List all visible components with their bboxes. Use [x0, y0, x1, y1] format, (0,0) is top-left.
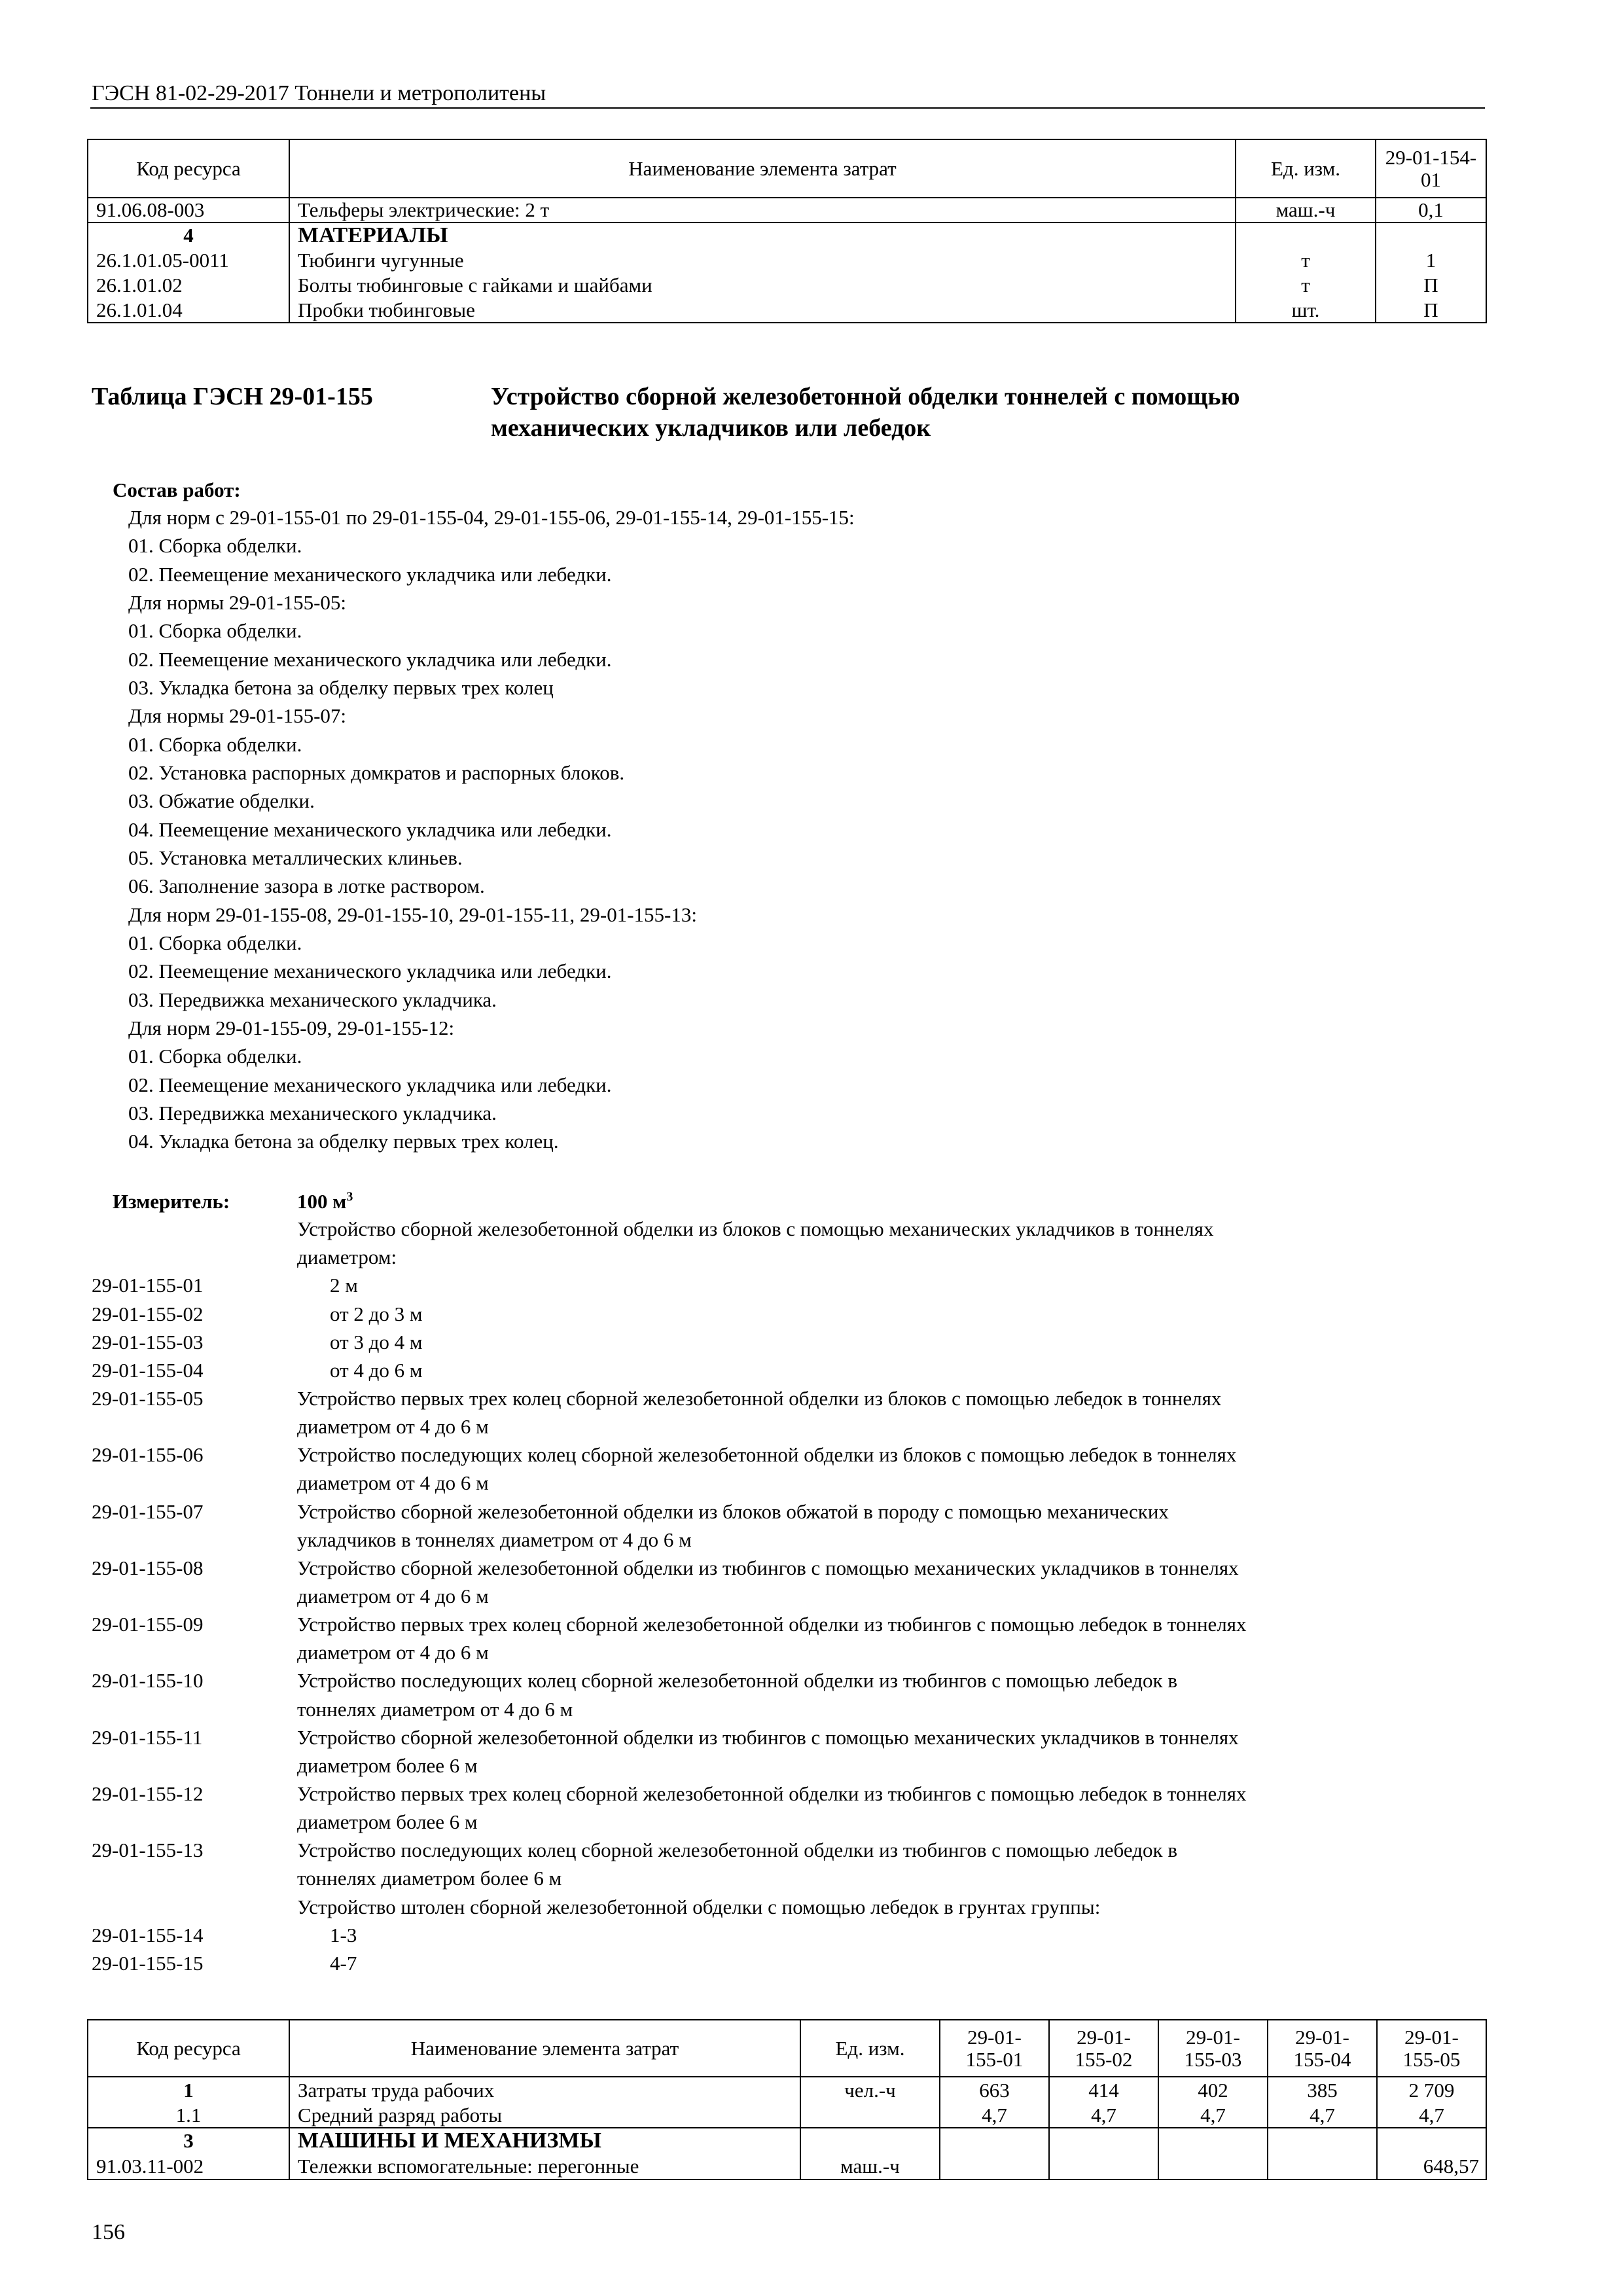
cell-name: Пробки тюбинговые [289, 298, 1236, 323]
composition-line: 03. Обжатие обделки. [128, 789, 315, 813]
norm-code: 29-01-155-07 [92, 1499, 204, 1523]
cell-value: 4,7 [1049, 2103, 1158, 2128]
header-norm-line: 29-01- [967, 2025, 1022, 2049]
meter-label: Измеритель: [113, 1190, 230, 1213]
header-norm-line: 29-01- [1295, 2025, 1349, 2049]
cell-code: 91.03.11-002 [88, 2153, 289, 2179]
header-cell-unit: Ед. изм. [800, 2020, 940, 2077]
composition-line: 03. Укладка бетона за обделку первых трех колец [128, 676, 554, 699]
norm-code: 29-01-155-11 [92, 1725, 203, 1749]
cell-value: 402 [1158, 2077, 1268, 2103]
norm-code: 29-01-155-04 [92, 1358, 204, 1382]
table-row [88, 248, 1486, 273]
composition-line: 04. Укладка бетона за обделку первых трех колец. [128, 1130, 559, 1153]
cell-value: 385 [1268, 2077, 1377, 2103]
cell-unit [800, 2128, 940, 2153]
table-header-row [88, 139, 1486, 198]
cell-value: 4,7 [1158, 2103, 1268, 2128]
composition-line: 01. Сборка обделки. [128, 931, 302, 954]
norm-description: от 2 до 3 м [330, 1302, 423, 1325]
header-cell-norm [1268, 2020, 1377, 2077]
composition-line: 03. Передвижка механического укладчика. [128, 1101, 497, 1124]
cell-unit: маш.-ч [800, 2153, 940, 2179]
cell-name: МАТЕРИАЛЫ [289, 223, 1236, 248]
composition-line: 06. Заполнение зазора в лотке раствором. [128, 874, 485, 898]
cell-code: 91.06.08-003 [88, 198, 289, 223]
header-norm-line: 155-02 [1075, 2047, 1133, 2071]
cell-unit: т [1236, 273, 1376, 298]
header-norm-line: 29-01- [1186, 2025, 1240, 2049]
table-row [88, 2077, 1486, 2103]
cell-value [1049, 2153, 1158, 2179]
norm-description: Устройство последующих колец сборной железобетонной обделки из тюбингов с помощью лебедок в [297, 1839, 1177, 1862]
cell-code: 4 [88, 223, 289, 248]
cell-value: П [1376, 298, 1486, 323]
header-cell-name: Наименование элемента затрат [289, 139, 1236, 198]
header-norm-line: 29-01- [1077, 2025, 1131, 2049]
table-row [88, 2128, 1486, 2153]
header-cell-norm [1377, 2020, 1486, 2077]
cell-unit: чел.-ч [800, 2077, 940, 2103]
cell-name: Затраты труда рабочих [289, 2077, 800, 2103]
composition-line: 02. Установка распорных домкратов и распорных блоков. [128, 761, 625, 784]
composition-line: 01. Сборка обделки. [128, 732, 302, 756]
cell-code: 1 [88, 2077, 289, 2103]
composition-line: Для нормы 29-01-155-07: [128, 704, 347, 728]
composition-line: 02. Пеемещение механического укладчика или лебедки. [128, 647, 612, 671]
norm-description: Устройство штолен сборной железобетонной обделки с помощью лебедок в грунтах группы: [297, 1895, 1101, 1918]
header-cell-code: Код ресурса [88, 2020, 289, 2077]
meter-exponent: 3 [346, 1189, 353, 1204]
cell-value [940, 2153, 1049, 2179]
cell-unit [800, 2103, 940, 2128]
composition-line: Для нормы 29-01-155-05: [128, 591, 347, 614]
table-row [88, 2153, 1486, 2179]
cell-value: 414 [1049, 2077, 1158, 2103]
cell-value: П [1376, 273, 1486, 298]
table-row [88, 198, 1486, 223]
cell-value [1377, 2128, 1486, 2153]
norm-code: 29-01-155-10 [92, 1669, 204, 1693]
meter-value-text: 100 м [297, 1190, 347, 1213]
norm-code: 29-01-155-02 [92, 1302, 204, 1325]
norm-description: Устройство последующих колец сборной железобетонной обделки из тюбингов с помощью лебедок в [297, 1669, 1177, 1693]
norm-description: от 4 до 6 м [330, 1358, 423, 1382]
cell-code: 26.1.01.05-0011 [88, 248, 289, 273]
norm-code: 29-01-155-12 [92, 1782, 204, 1805]
cell-value [1376, 223, 1486, 248]
header-norm-line: 29-01- [1404, 2025, 1459, 2049]
header-cell-norm [940, 2020, 1049, 2077]
norm-code: 29-01-155-06 [92, 1443, 204, 1467]
table-header-row [88, 2020, 1486, 2077]
cell-value [1268, 2128, 1377, 2153]
cell-name: Тельферы электрические: 2 т [289, 198, 1236, 223]
composition-line: 04. Пеемещение механического укладчика или лебедки. [128, 817, 612, 841]
cell-value [940, 2128, 1049, 2153]
cell-value: 0,1 [1376, 198, 1486, 223]
cell-value: 2 709 [1377, 2077, 1486, 2103]
cell-value: 1 [1376, 248, 1486, 273]
table-row [88, 2103, 1486, 2128]
cell-value: 663 [940, 2077, 1049, 2103]
cell-name: Средний разряд работы [289, 2103, 800, 2128]
resource-table-1 [87, 139, 1487, 323]
norm-description: диаметром от 4 до 6 м [297, 1641, 489, 1664]
cell-unit: шт. [1236, 298, 1376, 323]
norm-description: 2 м [330, 1274, 358, 1297]
composition-line: 01. Сборка обделки. [128, 534, 302, 558]
cell-value: 4,7 [1377, 2103, 1486, 2128]
norm-description: 1-3 [330, 1923, 357, 1946]
header-cell-name: Наименование элемента затрат [289, 2020, 800, 2077]
cell-value [1268, 2153, 1377, 2179]
header-rule [90, 107, 1485, 109]
composition-line: Для норм 29-01-155-08, 29-01-155-10, 29-01-155-11, 29-01-155-13: [128, 903, 697, 926]
cell-code: 26.1.01.04 [88, 298, 289, 323]
resource-table-2 [87, 2019, 1487, 2180]
cell-code: 26.1.01.02 [88, 273, 289, 298]
cell-code: 3 [88, 2128, 289, 2153]
norm-description: Устройство первых трех колец сборной железобетонной обделки из тюбингов с помощью лебедок в тоннелях [297, 1613, 1247, 1636]
header-cell-norm [1158, 2020, 1268, 2077]
header-cell-norm: 29-01-154-01 [1376, 139, 1486, 198]
header-norm-line: 155-03 [1184, 2047, 1242, 2071]
table-row [88, 223, 1486, 248]
meter-value [297, 1191, 353, 1211]
header-cell-unit: Ед. изм. [1236, 139, 1376, 198]
header-norm-line: 155-04 [1293, 2047, 1351, 2071]
norm-description: Устройство первых трех колец сборной железобетонной обделки из блоков с помощью лебедок в тоннелях [297, 1386, 1222, 1410]
norm-code: 29-01-155-13 [92, 1839, 204, 1862]
cell-unit: т [1236, 248, 1376, 273]
norm-description: диаметром более 6 м [297, 1753, 478, 1777]
cell-name: Болты тюбинговые с гайками и шайбами [289, 273, 1236, 298]
composition-line: 03. Передвижка механического укладчика. [128, 988, 497, 1011]
norm-description: диаметром более 6 м [297, 1810, 478, 1834]
norm-description: от 3 до 4 м [330, 1330, 423, 1354]
norm-description: Устройство сборной железобетонной обделки из тюбингов с помощью механических укладчиков в тоннелях [297, 1725, 1239, 1749]
composition-line: 02. Пеемещение механического укладчика или лебедки. [128, 1073, 612, 1096]
norm-description: укладчиков в тоннелях диаметром от 4 до 6 м [297, 1528, 692, 1551]
norm-description: Устройство сборной железобетонной обделки из блоков обжатой в породу с помощью механических [297, 1499, 1169, 1523]
page-number: 156 [92, 2220, 125, 2244]
header-cell-code: Код ресурса [88, 139, 289, 198]
table-row [88, 298, 1486, 323]
cell-name: Тележки вспомогательные: перегонные [289, 2153, 800, 2179]
norm-description: диаметром от 4 до 6 м [297, 1415, 489, 1439]
header-cell-norm [1049, 2020, 1158, 2077]
cell-value [1158, 2153, 1268, 2179]
cell-value [1158, 2128, 1268, 2153]
norm-description: Устройство последующих колец сборной железобетонной обделки из блоков с помощью лебедок в тоннелях [297, 1443, 1237, 1467]
norm-code: 29-01-155-05 [92, 1386, 204, 1410]
norm-code: 29-01-155-15 [92, 1951, 204, 1975]
cell-value: 4,7 [940, 2103, 1049, 2128]
table-label: Таблица ГЭСН 29-01-155 [92, 383, 373, 410]
composition-line: 02. Пеемещение механического укладчика или лебедки. [128, 562, 612, 586]
norm-description: Устройство сборной железобетонной обделки из блоков с помощью механических укладчиков в тоннелях [297, 1217, 1214, 1240]
norm-description: диаметром от 4 до 6 м [297, 1471, 489, 1495]
section-title: Устройство сборной железобетонной обделки тоннелей с помощью [491, 383, 1240, 410]
cell-code: 1.1 [88, 2103, 289, 2128]
norm-code: 29-01-155-14 [92, 1923, 204, 1946]
composition-line: 01. Сборка обделки. [128, 619, 302, 643]
cell-name: МАШИНЫ И МЕХАНИЗМЫ [289, 2128, 800, 2153]
cell-name: Тюбинги чугунные [289, 248, 1236, 273]
norm-code: 29-01-155-09 [92, 1613, 204, 1636]
composition-line: Для норм 29-01-155-09, 29-01-155-12: [128, 1016, 455, 1039]
cell-value: 648,57 [1377, 2153, 1486, 2179]
running-header: ГЭСН 81-02-29-2017 Тоннели и метрополитены [92, 81, 546, 105]
table-row [88, 273, 1486, 298]
norm-description: Устройство первых трех колец сборной железобетонной обделки из тюбингов с помощью лебедок в тоннелях [297, 1782, 1247, 1805]
composition-line: Для норм с 29-01-155-01 по 29-01-155-04, 29-01-155-06, 29-01-155-14, 29-01-155-15: [128, 506, 855, 529]
composition-line: 01. Сборка обделки. [128, 1045, 302, 1068]
cell-unit: маш.-ч [1236, 198, 1376, 223]
cell-value [1049, 2128, 1158, 2153]
norm-code: 29-01-155-08 [92, 1556, 204, 1579]
norm-description: 4-7 [330, 1951, 357, 1975]
header-norm-line: 155-01 [965, 2047, 1024, 2071]
norm-description: Устройство сборной железобетонной обделки из тюбингов с помощью механических укладчиков в тоннелях [297, 1556, 1239, 1579]
norm-description: диаметром от 4 до 6 м [297, 1584, 489, 1607]
composition-line: 05. Установка металлических клиньев. [128, 846, 463, 869]
norm-code: 29-01-155-03 [92, 1330, 204, 1354]
composition-line: 02. Пеемещение механического укладчика или лебедки. [128, 960, 612, 983]
norm-description: тоннелях диаметром от 4 до 6 м [297, 1697, 573, 1721]
norm-description: тоннелях диаметром более 6 м [297, 1867, 562, 1890]
composition-heading: Состав работ: [113, 478, 241, 501]
section-title-cont: механических укладчиков или лебедок [491, 414, 931, 442]
cell-value: 4,7 [1268, 2103, 1377, 2128]
cell-unit [1236, 223, 1376, 248]
header-norm-line: 155-05 [1402, 2047, 1461, 2071]
norm-description: диаметром: [297, 1246, 397, 1269]
norm-code: 29-01-155-01 [92, 1274, 204, 1297]
